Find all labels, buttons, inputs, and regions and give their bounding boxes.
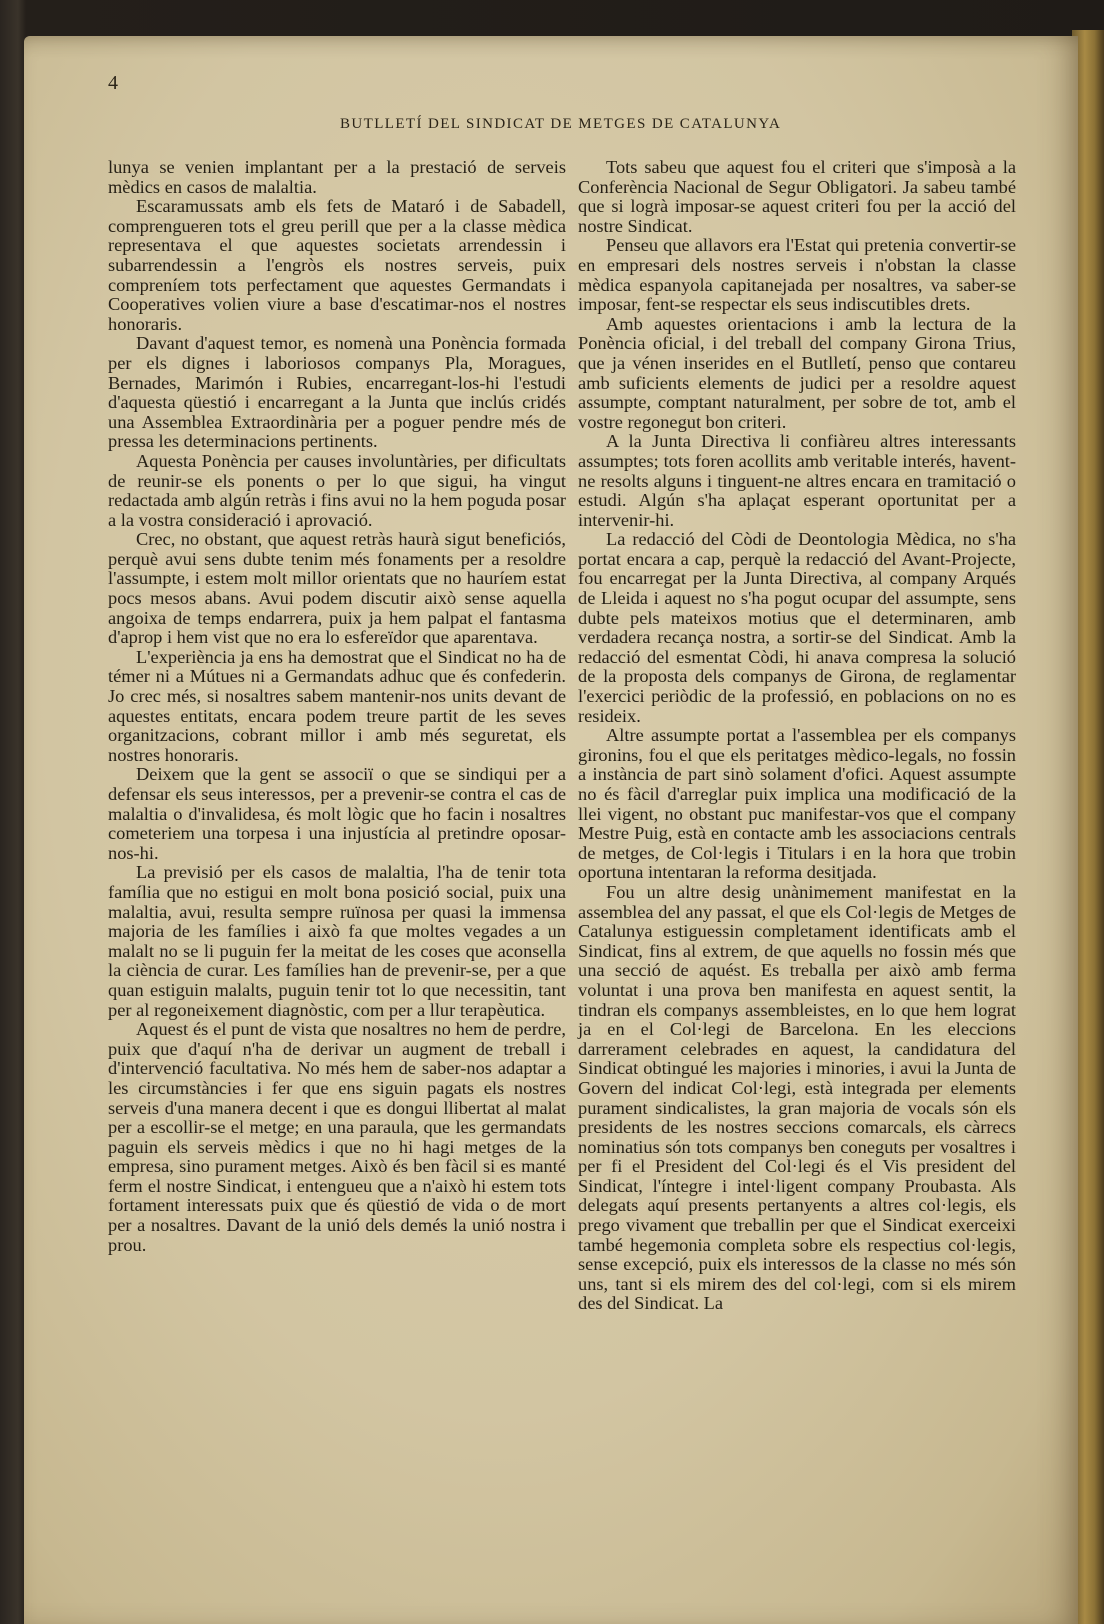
paragraph: Amb aquestes orientacions i amb la lectura de la Ponència oficial, i del treball del company Girona Trius, que ja vénen inserides en el Butlletí, penso que contareu amb suficients elements de judici per a resoldre aquest assumpte, comptant naturalment, per sobre de tot, amb el vostre regonegut bon criteri. bbox=[578, 313, 1016, 432]
paragraph: Aquesta Ponència per causes involuntàries, per dificultats de reunir-se els ponents o per lo que sigui, ha vingut redactada amb algún retràs i fins avui no la hem poguda posar a la vostra consideració i aprovació. bbox=[108, 450, 566, 530]
paragraph: Tots sabeu que aquest fou el criteri que s'imposà a la Conferència Nacional de Segur Obligatori. Ja sabeu també que si logrà imposar-se aquest criteri fou per la acció del nostre Sindicat. bbox=[578, 157, 1016, 236]
right-column bbox=[578, 158, 1016, 1314]
left-column bbox=[108, 158, 566, 1255]
paragraph: lunya se venien implantant per a la prestació de serveis mèdics en casos de malaltia. bbox=[108, 157, 566, 197]
paragraph: Altre assumpte portat a l'assemblea per els companys gironins, fou el que els peritatges mèdico-legals, no fossin a instància de part sinò solament d'ofici. Aquest assumpte no és fàcil d'arreglar puix implica una modificació de la llei vigent, no obstant puc manifestar-vos que el company Mestre Puig, està en contacte amb les associacions centrals de metges, de Col·legis i Titulars i en la hora que trobin oportuna intentaran la reforma desitjada. bbox=[578, 725, 1016, 883]
paragraph: Aquest és el punt de vista que nosaltres no hem de perdre, puix que d'aquí n'ha de derivar un augment de treball i d'intervenció facultativa. No més hem de saber-nos adaptar a les circumstàncies i fer que ens siguin pagats els nostres serveis d'una manera decent i que es dongui llibertat al malat per a escollir-se el metge; en una paraula, que les germandats paguin els serveis mèdics i que no hi hagi metges de la empresa, sino purament metges. Això és ben fàcil si es manté ferm el nostre Sindicat, i entengueu que a n'això hi estem tots fortament interessats puix que és qüestió de vida o de mort per a nosaltres. Davant de la unió dels demés la unió nostra i prou. bbox=[108, 1019, 566, 1255]
paragraph: Penseu que allavors era l'Estat qui pretenia convertir-se en empresari dels nostres serveis i n'obstan la classe mèdica espanyola capitanejada per nosaltres, va saber-se imposar, fent-se respectar els seus indiscutibles drets. bbox=[578, 235, 1016, 315]
paragraph: Crec, no obstant, que aquest retràs haurà sigut beneficiós, perquè avui sens dubte tenim més fonaments per a resoldre l'assumpte, i estem molt millor orientats que no hauríem estat pocs mesos abans. Avui podem discutir això sense aquella angoixa de temps endarrera, puix ja hem palpat el fantasma d'aprop i hem vist que no era lo esfereïdor que aparentava. bbox=[108, 529, 566, 648]
paragraph: Davant d'aquest temor, es nomenà una Ponència formada per els dignes i laboriosos companys Pla, Moragues, Bernades, Marimón i Rubies, encarregant-los-hi l'estudi d'aquesta qüestió i encarregant a la Junta que inclús cridés una Assemblea Extraordinària per a poguer pendre més de pressa les determinacions pertinents. bbox=[108, 333, 566, 452]
paragraph: Fou un altre desig unànimement manifestat en la assemblea del any passat, el que els Col·legis de Metges de Catalunya estiguessin completament identificats amb el Sindicat, fins al extrem, de que aquells no fossin més que una secció de aquést. Es treballa per això amb ferma voluntat i una prova ben manifesta en aquest sentit, la tindran els companys assembleistes, en lo que hem lograt ja en el Col·legi de Barcelona. En les eleccions darrerament celebrades en aquest, la candidatura del Sindicat obtingué les majories i minories, i avui la Junta de Govern del indicat Col·legi, està integrada per elements purament sindicalistes, la gran majoria de vocals són els presidents de les nostres seccions comarcals, els càrrecs nominatius són tots companys ben coneguts per vosaltres i per fi el President del Col·legi és el Vis president del Sindicat, l'íntegre i intel·ligent company Proubasta. Als delegats aquí presents pertanyents a altres col·legis, els prego vivament que treballin per que el Sindicat exerceixi també hegemonia completa sobre els respectius col·legis, sense excepció, puix els interessos de la classe no més són uns, tant si els mirem des del col·legi, com si els mirem des del Sindicat. La bbox=[578, 881, 1016, 1314]
paragraph: A la Junta Directiva li confiàreu altres interessants assumptes; tots foren acollits amb veritable interés, havent-ne resolts alguns i tinguent-ne altres encara en tramitació o estudi. Algún s'ha aplaçat esperant oportunitat per a intervenir-hi. bbox=[578, 431, 1016, 530]
paragraph: La redacció del Còdi de Deontologia Mèdica, no s'ha portat encara a cap, perquè la redacció del Avant-Projecte, fou encarregat per la Junta Directiva, al company Arqués de Lleida i aquest no s'ha pogut ocupar del assumpte, sens dubte pels mateixos motius que el determinaren, amb verdadera recança nostra, a sortir-se del Sindicat. Amb la redacció del esmentat Còdi, hi anava compresa la solució de la proposta dels companys de Girona, de reglamentar l'exercici periòdic de la professió, en poblacions on no es resideix. bbox=[578, 529, 1016, 726]
paragraph: L'experiència ja ens ha demostrat que el Sindicat no ha de témer ni a Mútues ni a Germandats adhuc que és confederin. Jo crec més, si nosaltres sabem mantenir-nos units devant de aquestes entitats, encara podem treure partit de les seves organitzacions, cobrant millor i amb més seguretat, els nostres honoraris. bbox=[108, 646, 566, 765]
paragraph: Escaramussats amb els fets de Mataró i de Sabadell, comprengueren tots el greu perill que per a la classe mèdica representava el que aquestes societats arrendessin i subarrendessin a l'engròs els nostres serveis, puix compreníem tots perfectament que aquestes Germandats i Cooperatives volien viure a base d'escatimar-nos el nostres honoraris. bbox=[108, 196, 566, 334]
running-title: BUTLLETÍ DEL SINDICAT DE METGES DE CATALUNYA bbox=[340, 116, 782, 132]
page-number: 4 bbox=[108, 72, 118, 94]
document-page bbox=[24, 36, 1078, 1624]
paragraph: Deixem que la gent se associï o que se sindiqui per a defensar els seus interessos, per a prevenir-se contra el cas de malaltia o d'invalidesa, és molt lògic que ho facin i nosaltres cometeriem una torpesa i una injustícia al pretindre oposar-nos-hi. bbox=[108, 764, 566, 863]
paragraph: La previsió per els casos de malaltia, l'ha de tenir tota família que no estigui en molt bona posició social, puix una malaltia, avui, resulta sempre ruïnosa per quasi la immensa majoria de les famílies i això fa que moltes vegades a un malalt no se li puguin fer la meitat de les coses que aconsella la ciència de curar. Les famílies han de prevenir-se, per a que quan estiguin malalts, puguin tenir tot lo que necessitin, tant per al regoneixement diagnòstic, com per a llur terapèutica. bbox=[108, 862, 566, 1020]
